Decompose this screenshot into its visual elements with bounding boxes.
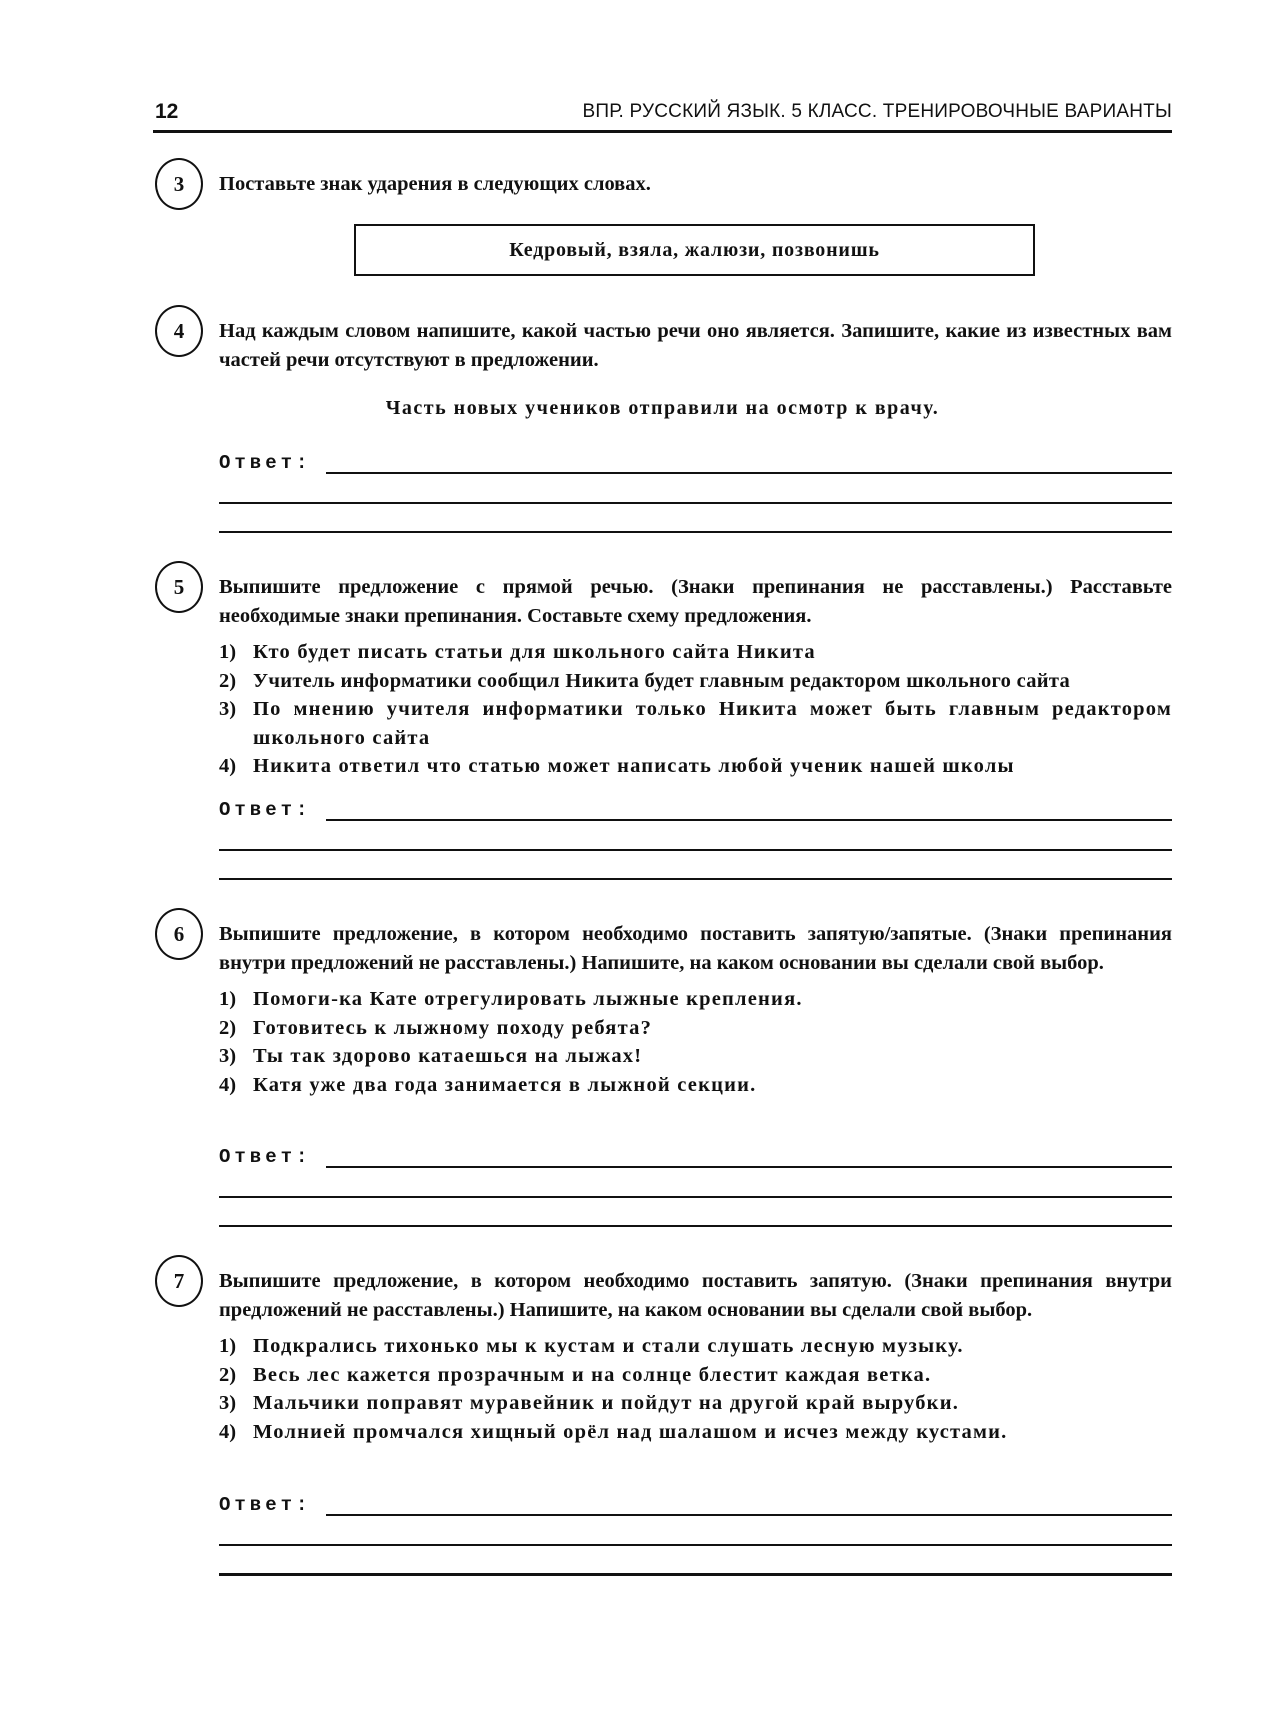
running-header: ВПР. РУССКИЙ ЯЗЫК. 5 КЛАСС. ТРЕНИРОВОЧНЫЕ ВАРИАНТЫ xyxy=(582,101,1172,122)
option-item xyxy=(219,1071,1172,1100)
answer-line xyxy=(219,1196,1172,1198)
answer-label: Ответ: xyxy=(219,1494,312,1516)
answer-label: Ответ: xyxy=(219,452,312,474)
task-number-badge: 6 xyxy=(155,908,203,960)
task-number-badge: 7 xyxy=(155,1255,203,1307)
header-rule xyxy=(153,130,1172,133)
task-instruction: Выпишите предложение с прямой речью. (Знаки препинания не расставлены.) Расставьте необходимые знаки препинания. Составьте схему предложения. xyxy=(219,576,1172,627)
option-item xyxy=(219,667,1172,696)
task-instruction: Выпишите предложение, в котором необходимо поставить запятую/запятые. (Знаки препинания внутри предложений не расставлены.) Напишите, на каком основании вы сделали свой выбор. xyxy=(219,923,1172,974)
options-list xyxy=(219,985,1172,1099)
option-number: 4) xyxy=(219,755,237,777)
task-4 xyxy=(153,317,1172,374)
answer-line xyxy=(219,878,1172,880)
option-text: Мальчики поправят муравейник и пойдут на другой край вырубки. xyxy=(253,1392,960,1414)
answer-line xyxy=(326,819,1172,821)
option-item xyxy=(219,985,1172,1014)
words-box: Кедровый, взяла, жалюзи, позвонишь xyxy=(354,224,1035,276)
option-item xyxy=(219,1042,1172,1071)
option-text: Помоги-ка Кате отрегулировать лыжные крепления. xyxy=(253,988,803,1010)
task-5 xyxy=(153,573,1172,781)
task-instruction: Над каждым словом напишите, какой частью речи оно является. Запишите, какие из известных вам частей речи отсутствуют в предложении. xyxy=(219,320,1172,371)
answer-line xyxy=(219,531,1172,533)
option-number: 1) xyxy=(219,988,237,1010)
answer-label: Ответ: xyxy=(219,799,312,821)
option-number: 3) xyxy=(219,698,237,720)
task-instruction: Выпишите предложение, в котором необходимо поставить запятую. (Знаки препинания внутри предложений не расставлены.) Напишите, на каком основании вы сделали свой выбор. xyxy=(219,1270,1172,1321)
answer-label: Ответ: xyxy=(219,1146,312,1168)
option-number: 1) xyxy=(219,641,237,663)
task-6 xyxy=(153,920,1172,1099)
option-number: 3) xyxy=(219,1045,237,1067)
option-item xyxy=(219,1389,1172,1418)
option-text: Молнией промчался хищный орёл над шалашом и исчез между кустами. xyxy=(253,1420,1008,1443)
answer-line xyxy=(326,472,1172,474)
option-item xyxy=(219,638,1172,667)
task-instruction: Поставьте знак ударения в следующих словах. xyxy=(219,173,651,195)
task-number-badge: 3 xyxy=(155,158,203,210)
task-number-badge: 5 xyxy=(155,561,203,613)
option-item xyxy=(219,695,1172,752)
option-number: 1) xyxy=(219,1335,237,1357)
option-number: 2) xyxy=(219,1363,237,1386)
answer-line xyxy=(219,849,1172,851)
option-number: 4) xyxy=(219,1420,237,1443)
option-text: Подкрались тихонько мы к кустам и стали слушать лесную музыку. xyxy=(253,1335,964,1357)
option-item xyxy=(219,1418,1172,1447)
task-7 xyxy=(153,1267,1172,1446)
task-3 xyxy=(153,170,1172,199)
answer-line xyxy=(219,1544,1172,1546)
answer-line xyxy=(219,1573,1172,1576)
option-number: 4) xyxy=(219,1073,237,1096)
option-item xyxy=(219,1332,1172,1361)
answer-line xyxy=(219,502,1172,504)
option-text: По мнению учителя информатики только Никита может быть главным редактором школьного сайта xyxy=(253,698,1172,749)
option-text: Кто будет писать статьи для школьного сайта Никита xyxy=(253,641,816,663)
task-number-badge: 4 xyxy=(155,305,203,357)
task-sentence: Часть новых учеников отправили на осмотр к врачу. xyxy=(385,397,940,419)
option-number: 2) xyxy=(219,669,237,692)
option-item xyxy=(219,752,1172,781)
option-number: 2) xyxy=(219,1016,237,1039)
option-item xyxy=(219,1361,1172,1390)
option-text: Готовитесь к лыжному походу ребята? xyxy=(253,1016,653,1039)
option-number: 3) xyxy=(219,1392,237,1414)
page-number: 12 xyxy=(155,100,179,123)
option-text: Никита ответил что статью может написать любой ученик нашей школы xyxy=(253,755,1015,777)
option-text: Учитель информатики сообщил Никита будет главным редактором школьного сайта xyxy=(253,669,1071,692)
option-text: Ты так здорово катаешься на лыжах! xyxy=(253,1045,643,1067)
options-list xyxy=(219,1332,1172,1446)
answer-line xyxy=(326,1514,1172,1516)
answer-line xyxy=(219,1225,1172,1227)
options-list xyxy=(219,638,1172,781)
answer-line xyxy=(326,1166,1172,1168)
option-text: Весь лес кажется прозрачным и на солнце блестит каждая ветка. xyxy=(253,1363,932,1386)
option-text: Катя уже два года занимается в лыжной секции. xyxy=(253,1073,757,1096)
option-item xyxy=(219,1014,1172,1043)
